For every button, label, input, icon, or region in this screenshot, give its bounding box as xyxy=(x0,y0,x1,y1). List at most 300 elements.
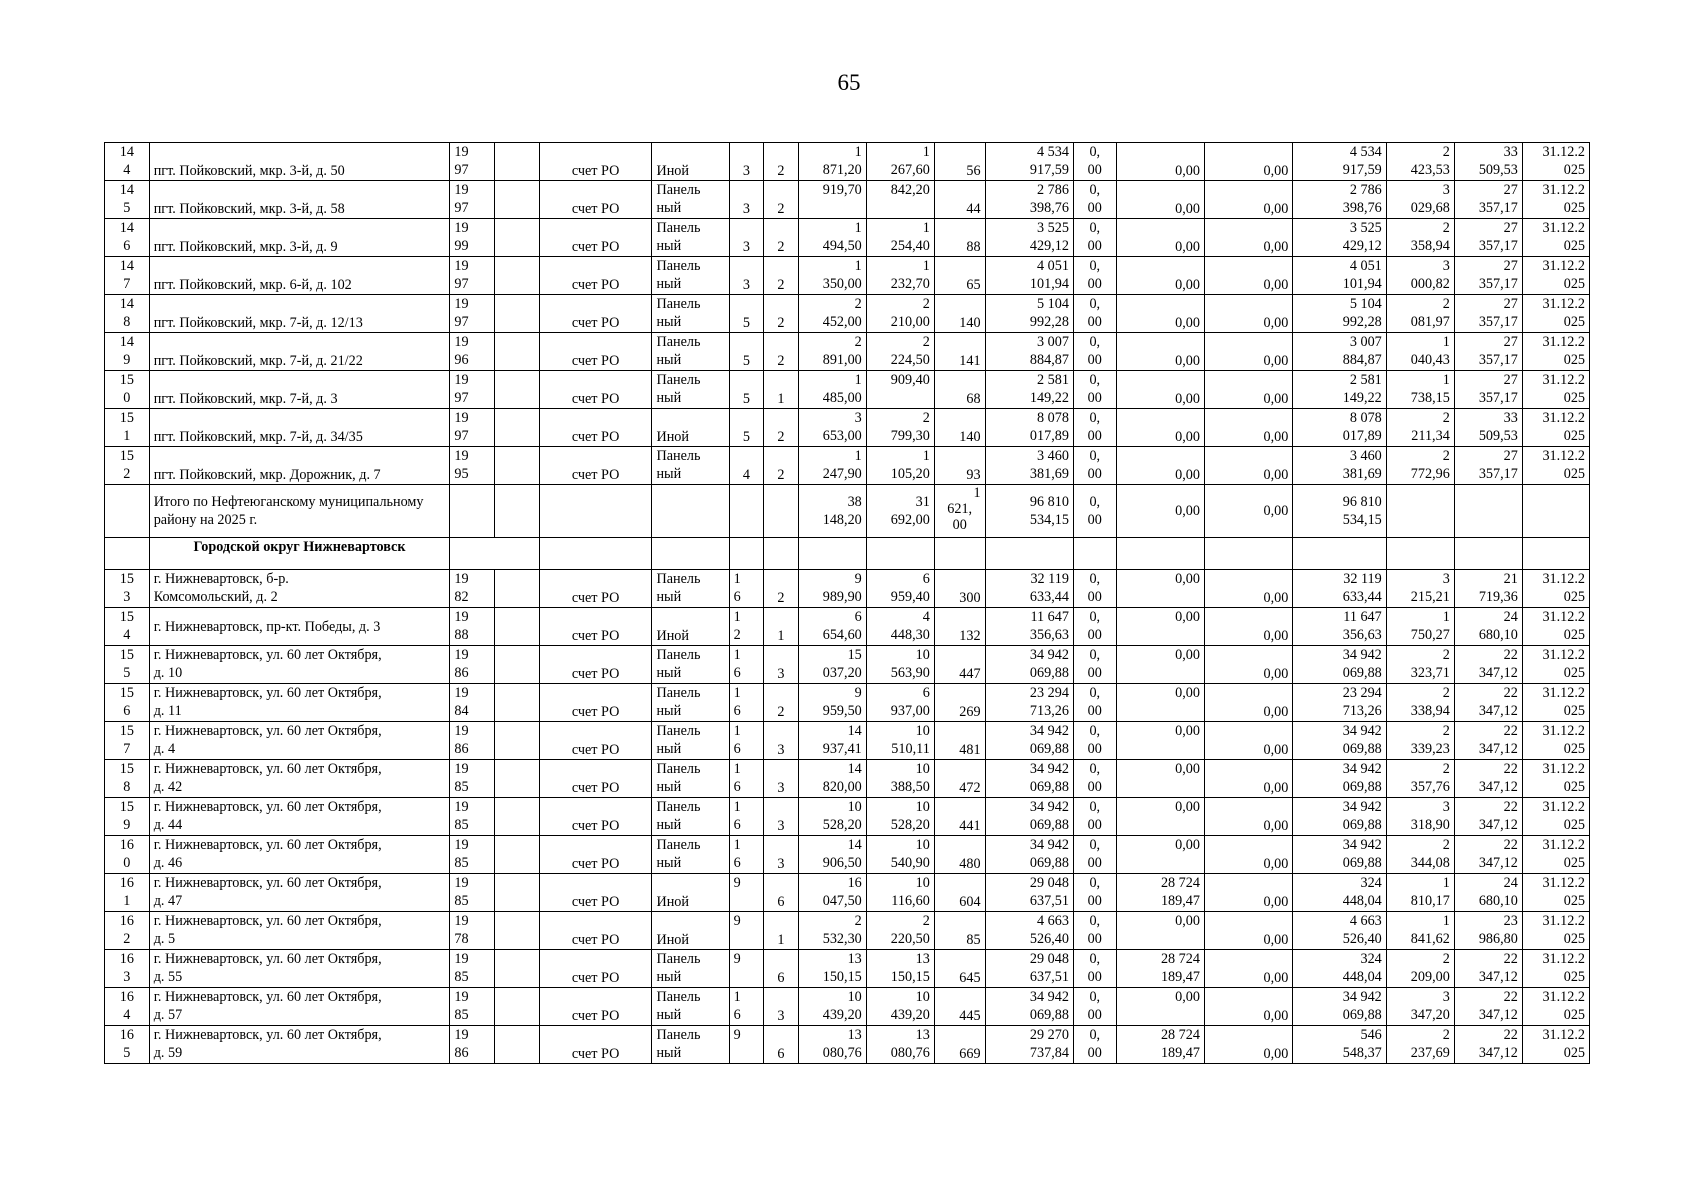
build-year xyxy=(450,798,495,836)
fund-a-line-2: 00 xyxy=(1087,276,1102,292)
address-line-1: г. Нижневартовск, ул. 60 лет Октября, xyxy=(153,799,382,815)
cost-total xyxy=(985,1026,1073,1064)
residents-line-1: 93 xyxy=(966,467,981,483)
unit-cost-line-1: 2 xyxy=(1442,220,1450,236)
total-cell-limit xyxy=(1454,485,1522,538)
owners-funds-line-1: 8 078 xyxy=(1349,410,1382,426)
area-living xyxy=(866,1026,934,1064)
deadline-line-2: 025 xyxy=(1563,162,1585,178)
address-line-1: г. Нижневартовск, ул. 60 лет Октября, xyxy=(153,837,382,853)
fund-c: 0,00 xyxy=(1204,608,1292,646)
section-cell-year xyxy=(450,538,539,570)
area-total-line-1: 2 xyxy=(854,296,862,312)
unit-cost-line-2: 347,20 xyxy=(1410,1007,1450,1023)
cost-total-line-1: 34 942 xyxy=(1029,989,1069,1005)
area-living-line-1: 10 xyxy=(915,723,930,739)
floors-line-2: 6 xyxy=(733,817,741,833)
cost-total-line-2: 069,88 xyxy=(1029,855,1069,871)
blank-cell xyxy=(495,409,540,447)
residents xyxy=(934,409,985,447)
wall-material xyxy=(652,219,729,257)
fund-a xyxy=(1073,371,1116,409)
row-index xyxy=(105,722,150,760)
area-total-line-2: 452,00 xyxy=(822,314,862,330)
cost-limit xyxy=(1454,295,1522,333)
row-index-line-2: 8 xyxy=(123,314,131,330)
row-index-line-2: 1 xyxy=(123,893,131,909)
cost-total-line-1: 4 534 xyxy=(1037,144,1069,160)
table-row xyxy=(105,447,1590,485)
unit-cost xyxy=(1386,143,1454,181)
area-total xyxy=(798,333,866,371)
area-total-line-1: 3 xyxy=(854,410,862,426)
area-total-line-1: 14 xyxy=(847,761,862,777)
fund-a-line-1: 0, xyxy=(1089,410,1101,426)
cost-limit-line-2: 347,12 xyxy=(1478,1007,1518,1023)
entrances: 2 xyxy=(764,219,799,257)
row-index-line-1: 15 xyxy=(119,685,134,701)
residents xyxy=(934,333,985,371)
row-index-line-1: 14 xyxy=(119,144,134,160)
owners-funds xyxy=(1293,295,1386,333)
area-total xyxy=(798,181,866,219)
unit-cost-line-2: 357,76 xyxy=(1410,779,1450,795)
fund-a-line-2: 00 xyxy=(1087,352,1102,368)
area-total-line-1: 15 xyxy=(847,647,862,663)
deadline xyxy=(1522,371,1589,409)
address xyxy=(149,760,450,798)
deadline-line-1: 31.12.2 xyxy=(1542,144,1585,160)
cost-limit-line-2: 509,53 xyxy=(1478,428,1518,444)
owners-funds-line-2: 069,88 xyxy=(1342,817,1382,833)
cost-total-line-2: 633,44 xyxy=(1029,589,1069,605)
fund-c: 0,00 xyxy=(1204,836,1292,874)
unit-cost-line-1: 2 xyxy=(1442,296,1450,312)
area-living-line-2: 909,40 xyxy=(890,372,930,388)
area-total xyxy=(798,912,866,950)
unit-cost-line-2: 000,82 xyxy=(1410,276,1450,292)
residents-line-1: 669 xyxy=(959,1046,981,1062)
residents-line-1: 68 xyxy=(966,391,981,407)
area-living xyxy=(866,722,934,760)
address-line-1: пгт. Пойковский, мкр. 7-й, д. 34/35 xyxy=(153,429,363,445)
row-index-line-2: 0 xyxy=(123,390,131,406)
entrances: 1 xyxy=(764,912,799,950)
wall-material xyxy=(652,409,729,447)
unit-cost-line-2: 040,43 xyxy=(1410,352,1450,368)
wall-material xyxy=(652,988,729,1026)
residents xyxy=(934,722,985,760)
deadline-line-2: 025 xyxy=(1563,200,1585,216)
fund-source: счет РО xyxy=(539,143,652,181)
wall-material-line-2: ный xyxy=(656,200,682,216)
residents-line-1: 132 xyxy=(959,628,981,644)
total-residents-line-1: 1 xyxy=(973,485,981,501)
owners-funds-line-2: 017,89 xyxy=(1342,428,1382,444)
area-total-line-1: 1 xyxy=(854,144,862,160)
fund-source: счет РО xyxy=(539,295,652,333)
residents-line-1: 88 xyxy=(966,239,981,255)
unit-cost-line-2: 323,71 xyxy=(1410,665,1450,681)
entrances: 2 xyxy=(764,409,799,447)
area-total-line-1: 16 xyxy=(847,875,862,891)
cost-limit-line-1: 22 xyxy=(1503,647,1518,663)
floors-line-2: 6 xyxy=(733,665,741,681)
entrances: 6 xyxy=(764,874,799,912)
build-year xyxy=(450,950,495,988)
address xyxy=(149,1026,450,1064)
fund-source: счет РО xyxy=(539,950,652,988)
owners-funds-line-2: 548,37 xyxy=(1342,1045,1382,1061)
fund-source: счет РО xyxy=(539,447,652,485)
fund-source: счет РО xyxy=(539,409,652,447)
row-index-line-2: 7 xyxy=(123,741,131,757)
area-total-line-2: 959,50 xyxy=(822,703,862,719)
build-year-line-1: 19 xyxy=(454,296,469,312)
cost-limit-line-1: 33 xyxy=(1503,144,1518,160)
deadline xyxy=(1522,257,1589,295)
residents-line-1: 141 xyxy=(959,353,981,369)
wall-material-line-2: ный xyxy=(656,238,682,254)
blank-cell xyxy=(495,874,540,912)
fund-a-line-2: 00 xyxy=(1087,589,1102,605)
cost-total-line-1: 4 051 xyxy=(1037,258,1069,274)
cost-total-line-1: 3 460 xyxy=(1037,448,1069,464)
table-row xyxy=(105,874,1590,912)
cost-limit-line-1: 24 xyxy=(1503,609,1518,625)
section-cell-source xyxy=(539,538,652,570)
address-line-1: пгт. Пойковский, мкр. Дорожник, д. 7 xyxy=(153,467,381,483)
build-year-line-2: 84 xyxy=(454,703,469,719)
total-label-line-1: Итого по Нефтеюганскому муниципальному xyxy=(153,494,424,510)
address xyxy=(149,646,450,684)
fund-a xyxy=(1073,950,1116,988)
section-cell-idx xyxy=(105,538,150,570)
entrances: 2 xyxy=(764,143,799,181)
blank-cell xyxy=(495,570,540,608)
build-year xyxy=(450,646,495,684)
area-total xyxy=(798,950,866,988)
unit-cost xyxy=(1386,684,1454,722)
wall-material xyxy=(652,760,729,798)
fund-b xyxy=(1116,912,1204,950)
cost-limit xyxy=(1454,181,1522,219)
area-living-line-1: 10 xyxy=(915,837,930,853)
fund-a xyxy=(1073,646,1116,684)
fund-c: 0,00 xyxy=(1204,988,1292,1026)
table-body-group-1 xyxy=(105,143,1590,485)
unit-cost-line-2: 209,00 xyxy=(1410,969,1450,985)
total-fund-b: 0,00 xyxy=(1116,485,1204,538)
cost-total xyxy=(985,570,1073,608)
fund-a xyxy=(1073,447,1116,485)
wall-material-line-1: Иной xyxy=(656,429,689,445)
cost-total-line-2: 713,26 xyxy=(1029,703,1069,719)
deadline-line-1: 31.12.2 xyxy=(1542,875,1585,891)
deadline-line-2: 025 xyxy=(1563,466,1585,482)
fund-a-line-2: 00 xyxy=(1087,969,1102,985)
residents-line-1: 480 xyxy=(959,856,981,872)
total-fund-a-line-1: 0, xyxy=(1089,494,1101,510)
deadline-line-2: 025 xyxy=(1563,390,1585,406)
unit-cost-line-1: 3 xyxy=(1442,182,1450,198)
cost-limit xyxy=(1454,836,1522,874)
cost-total-line-1: 34 942 xyxy=(1029,799,1069,815)
floors xyxy=(729,798,764,836)
unit-cost-line-1: 1 xyxy=(1442,372,1450,388)
fund-a-line-1: 0, xyxy=(1089,296,1101,312)
area-total-line-2: 989,90 xyxy=(822,589,862,605)
area-total xyxy=(798,684,866,722)
area-living-line-2: 232,70 xyxy=(890,276,930,292)
cost-limit-line-2: 347,12 xyxy=(1478,969,1518,985)
owners-funds-line-1: 2 581 xyxy=(1349,372,1382,388)
fund-a xyxy=(1073,912,1116,950)
cost-total-line-1: 29 270 xyxy=(1029,1027,1069,1043)
residents xyxy=(934,181,985,219)
cost-limit-line-1: 27 xyxy=(1503,220,1518,236)
deadline xyxy=(1522,912,1589,950)
build-year xyxy=(450,295,495,333)
total-cell-blank xyxy=(495,485,540,538)
wall-material-line-1: Панель xyxy=(656,1027,701,1043)
owners-funds xyxy=(1293,1026,1386,1064)
row-index-line-2: 5 xyxy=(123,200,131,216)
fund-b-line-1: 28 724 xyxy=(1160,1027,1200,1043)
cost-limit-line-1: 22 xyxy=(1503,799,1518,815)
owners-funds-line-1: 3 007 xyxy=(1349,334,1382,350)
fund-source: счет РО xyxy=(539,722,652,760)
fund-source: счет РО xyxy=(539,760,652,798)
area-living-line-1: 13 xyxy=(915,951,930,967)
entrances: 3 xyxy=(764,646,799,684)
wall-material-line-2: ный xyxy=(656,741,682,757)
unit-cost-line-2: 338,94 xyxy=(1410,703,1450,719)
unit-cost xyxy=(1386,608,1454,646)
deadline xyxy=(1522,760,1589,798)
wall-material xyxy=(652,950,729,988)
total-fund-a xyxy=(1073,485,1116,538)
build-year-line-2: 97 xyxy=(454,200,469,216)
area-living xyxy=(866,836,934,874)
area-living-line-2: 224,50 xyxy=(890,352,930,368)
floors xyxy=(729,684,764,722)
row-index-line-2: 0 xyxy=(123,855,131,871)
address-line-1: г. Нижневартовск, ул. 60 лет Октября, xyxy=(153,723,382,739)
unit-cost xyxy=(1386,371,1454,409)
build-year xyxy=(450,760,495,798)
area-total xyxy=(798,143,866,181)
fund-a xyxy=(1073,722,1116,760)
fund-b xyxy=(1116,874,1204,912)
build-year-line-2: 82 xyxy=(454,589,469,605)
table-row xyxy=(105,988,1590,1026)
wall-material-line-2: ный xyxy=(656,817,682,833)
fund-a-line-1: 0, xyxy=(1089,723,1101,739)
fund-source: счет РО xyxy=(539,371,652,409)
cost-total-line-2: 398,76 xyxy=(1029,200,1069,216)
cost-limit-line-2: 509,53 xyxy=(1478,162,1518,178)
fund-a-line-2: 00 xyxy=(1087,428,1102,444)
wall-material-line-2: ный xyxy=(656,855,682,871)
unit-cost-line-1: 1 xyxy=(1442,609,1450,625)
fund-a-line-2: 00 xyxy=(1087,162,1102,178)
area-total xyxy=(798,646,866,684)
row-index-line-1: 15 xyxy=(119,647,134,663)
cost-limit-line-1: 21 xyxy=(1503,571,1518,587)
area-total-line-2: 653,00 xyxy=(822,428,862,444)
wall-material xyxy=(652,912,729,950)
deadline-line-1: 31.12.2 xyxy=(1542,372,1585,388)
deadline-line-1: 31.12.2 xyxy=(1542,296,1585,312)
unit-cost-line-1: 2 xyxy=(1442,723,1450,739)
deadline xyxy=(1522,219,1589,257)
blank-cell xyxy=(495,1026,540,1064)
unit-cost-line-1: 2 xyxy=(1442,144,1450,160)
cost-total-line-1: 2 581 xyxy=(1037,372,1069,388)
area-living-line-1: 6 xyxy=(922,685,930,701)
cost-total-line-2: 069,88 xyxy=(1029,1007,1069,1023)
area-living-line-2: 388,50 xyxy=(890,779,930,795)
table-row xyxy=(105,409,1590,447)
section-cell-area-total xyxy=(798,538,866,570)
deadline-line-1: 31.12.2 xyxy=(1542,258,1585,274)
wall-material xyxy=(652,570,729,608)
wall-material-line-1: Панель xyxy=(656,799,701,815)
deadline xyxy=(1522,950,1589,988)
entrances: 2 xyxy=(764,257,799,295)
fund-a-line-2: 00 xyxy=(1087,200,1102,216)
residents-line-1: 44 xyxy=(966,201,981,217)
deadline xyxy=(1522,874,1589,912)
blank-cell xyxy=(495,219,540,257)
entrances: 3 xyxy=(764,988,799,1026)
floors xyxy=(729,874,764,912)
area-living xyxy=(866,219,934,257)
blank-cell xyxy=(495,447,540,485)
row-index-line-2: 9 xyxy=(123,817,131,833)
cost-total xyxy=(985,181,1073,219)
owners-funds-line-1: 11 647 xyxy=(1343,609,1382,625)
address-line-1: г. Нижневартовск, ул. 60 лет Октября, xyxy=(153,951,382,967)
fund-source: счет РО xyxy=(539,570,652,608)
build-year xyxy=(450,684,495,722)
wall-material-line-2: ный xyxy=(656,1007,682,1023)
fund-c: 0,00 xyxy=(1204,409,1292,447)
build-year-line-1: 19 xyxy=(454,144,469,160)
cost-total-line-2: 017,89 xyxy=(1029,428,1069,444)
cost-total-line-1: 5 104 xyxy=(1037,296,1069,312)
row-index-line-1: 15 xyxy=(119,761,134,777)
owners-funds-line-1: 546 xyxy=(1360,1027,1382,1043)
row-index-line-1: 14 xyxy=(119,220,134,236)
deadline xyxy=(1522,646,1589,684)
cost-limit-line-2: 680,10 xyxy=(1478,627,1518,643)
row-index-line-2: 2 xyxy=(123,931,131,947)
table-row xyxy=(105,608,1590,646)
cost-total xyxy=(985,760,1073,798)
unit-cost-line-2: 344,08 xyxy=(1410,855,1450,871)
wall-material-line-1: Панель xyxy=(656,220,701,236)
cost-total-line-1: 34 942 xyxy=(1029,723,1069,739)
fund-b-line-2: 0,00 xyxy=(1175,913,1200,929)
residents-line-1: 481 xyxy=(959,742,981,758)
table-row xyxy=(105,684,1590,722)
owners-funds-line-2: 398,76 xyxy=(1342,200,1382,216)
address-line-1: г. Нижневартовск, пр-кт. Победы, д. 3 xyxy=(153,618,381,635)
area-total xyxy=(798,608,866,646)
unit-cost xyxy=(1386,836,1454,874)
total-owners-line-2: 534,15 xyxy=(1342,512,1382,528)
cost-limit-line-1: 22 xyxy=(1503,1027,1518,1043)
fund-c: 0,00 xyxy=(1204,570,1292,608)
cost-limit xyxy=(1454,447,1522,485)
cost-total-line-1: 8 078 xyxy=(1037,410,1069,426)
owners-funds-line-2: 069,88 xyxy=(1342,779,1382,795)
cost-limit xyxy=(1454,371,1522,409)
blank-cell xyxy=(495,760,540,798)
deadline-line-2: 025 xyxy=(1563,589,1585,605)
fund-a xyxy=(1073,570,1116,608)
cost-limit-line-1: 33 xyxy=(1503,410,1518,426)
row-index-line-1: 16 xyxy=(119,875,134,891)
area-total xyxy=(798,1026,866,1064)
build-year-line-1: 19 xyxy=(454,448,469,464)
owners-funds-line-1: 34 942 xyxy=(1342,647,1382,663)
deadline-line-2: 025 xyxy=(1563,741,1585,757)
cost-limit xyxy=(1454,219,1522,257)
area-total xyxy=(798,295,866,333)
cost-limit-line-2: 347,12 xyxy=(1478,817,1518,833)
build-year-line-1: 19 xyxy=(454,258,469,274)
area-living-line-2: 267,60 xyxy=(890,162,930,178)
wall-material-line-1: Иной xyxy=(656,894,689,910)
fund-b-line-2: 189,47 xyxy=(1160,1045,1200,1061)
address-line-2: д. 42 xyxy=(153,779,183,795)
fund-b-line-2: 0,00 xyxy=(1175,989,1200,1005)
cost-limit xyxy=(1454,333,1522,371)
area-living-line-1: 6 xyxy=(922,571,930,587)
table-row xyxy=(105,143,1590,181)
floors: 3 xyxy=(729,181,764,219)
floors-line-1: 1 xyxy=(733,837,741,853)
unit-cost-line-1: 3 xyxy=(1442,258,1450,274)
row-index xyxy=(105,950,150,988)
address-line-2: д. 55 xyxy=(153,969,183,985)
build-year-line-2: 85 xyxy=(454,779,469,795)
unit-cost-line-1: 2 xyxy=(1442,837,1450,853)
owners-funds xyxy=(1293,646,1386,684)
address xyxy=(149,836,450,874)
build-year-line-1: 19 xyxy=(454,685,469,701)
entrances: 1 xyxy=(764,608,799,646)
owners-funds-line-2: 069,88 xyxy=(1342,1007,1382,1023)
fund-a-line-1: 0, xyxy=(1089,761,1101,777)
build-year xyxy=(450,371,495,409)
area-total-line-2: 350,00 xyxy=(822,276,862,292)
address xyxy=(149,570,450,608)
fund-a-line-2: 00 xyxy=(1087,627,1102,643)
cost-total-line-1: 3 007 xyxy=(1037,334,1069,350)
fund-a-line-1: 0, xyxy=(1089,913,1101,929)
fund-b xyxy=(1116,722,1204,760)
unit-cost-line-2: 215,21 xyxy=(1410,589,1450,605)
area-living xyxy=(866,371,934,409)
total-owners-line-1: 96 810 xyxy=(1342,494,1382,510)
area-total-line-2: 937,41 xyxy=(822,741,862,757)
build-year-line-1: 19 xyxy=(454,913,469,929)
build-year-line-1: 19 xyxy=(454,761,469,777)
